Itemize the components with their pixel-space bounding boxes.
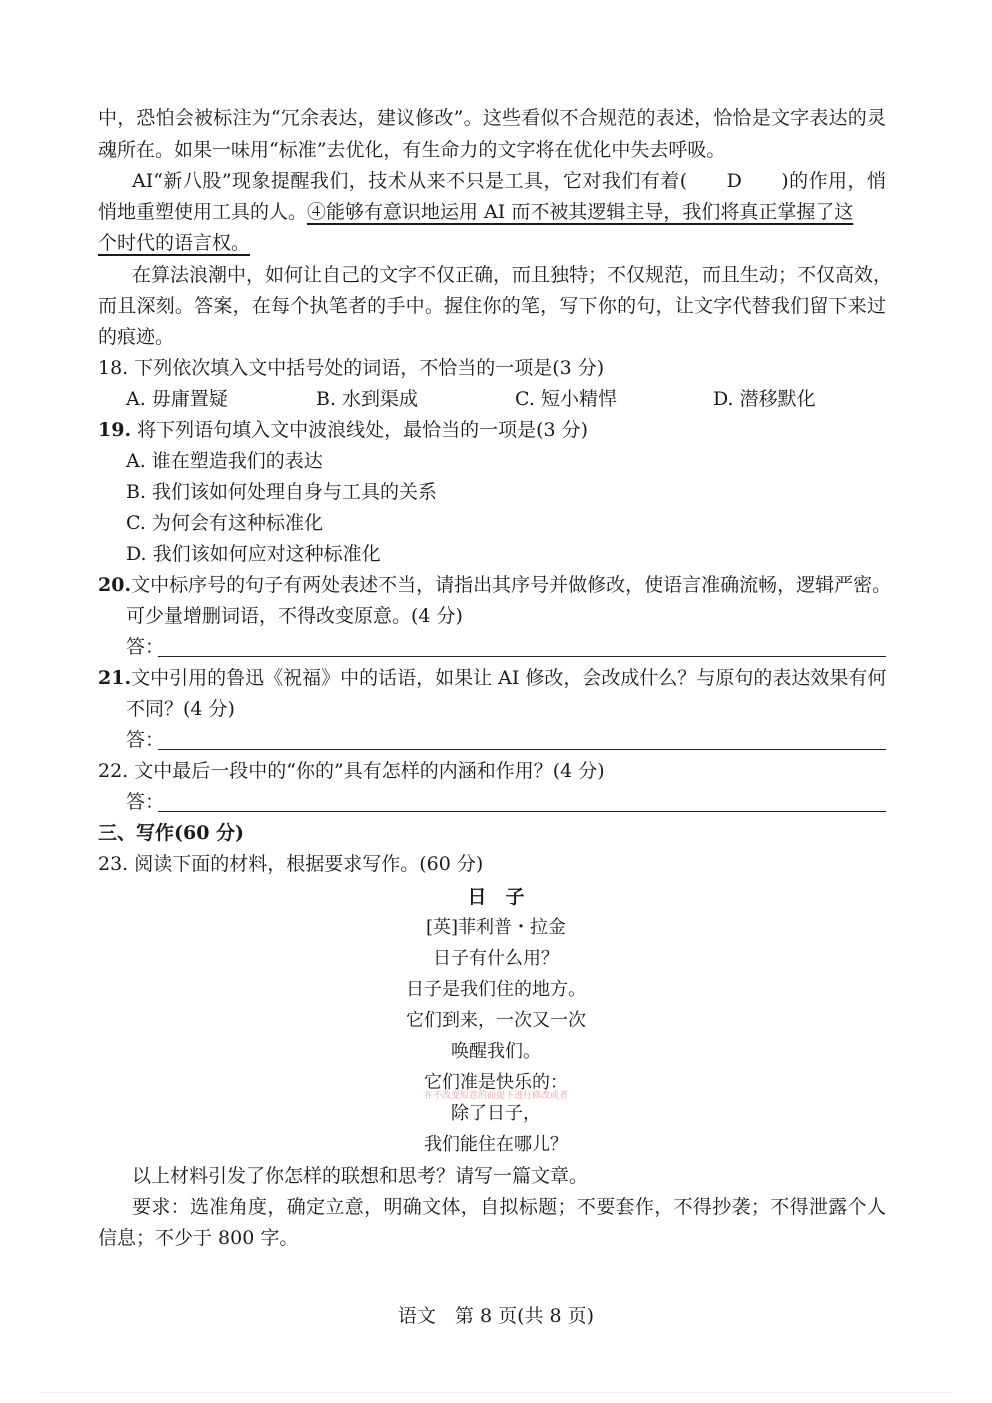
- question-number: 22.: [98, 760, 129, 782]
- passage-text: 悄地重塑使用工具的人。: [98, 201, 308, 223]
- option: C. 短小精悍: [515, 388, 617, 410]
- passage-line: 的痕迹。: [98, 326, 175, 348]
- underlined-sentence-4: ④能够有意识地运用 AI 而不被其逻辑主导，我们将真正掌握了这: [307, 201, 854, 223]
- section-heading: 三、写作(60 分): [98, 822, 245, 844]
- question-18: [98, 353, 604, 383]
- question-number: 19.: [98, 419, 132, 441]
- poem-line: 除了日子，: [451, 1103, 541, 1124]
- poem-line: 它们准是快乐的：: [424, 1072, 568, 1093]
- passage-line: 而且深刻。答案，在每个执笔者的手中。握住你的笔，写下你的句，让文字代替我们留下来过: [98, 295, 886, 317]
- option: D. 潜移默化: [713, 388, 816, 410]
- question-19: [98, 415, 588, 445]
- answer-label: 答：: [126, 636, 165, 658]
- poem-title: 日 子: [467, 886, 525, 908]
- page-footer: 语文 第 8 页(共 8 页): [397, 1305, 595, 1327]
- option: D. 我们该如何应对这种标准化: [126, 543, 381, 565]
- question-stem: 文中标序号的句子有两处表述不当，请指出其序号并做修改，使语言准确流畅，逻辑严密。: [131, 574, 892, 596]
- option: C. 为何会有这种标准化: [126, 512, 323, 534]
- option: A. 谁在塑造我们的表达: [126, 450, 323, 472]
- question-20: [98, 570, 892, 600]
- answer-field-20[interactable]: [158, 656, 886, 657]
- poem-line: 唤醒我们。: [451, 1041, 541, 1062]
- question-23: [98, 849, 483, 879]
- question-21: [98, 663, 888, 693]
- answer-field-21[interactable]: [158, 749, 886, 750]
- question-stem: 将下列语句填入文中波浪线处，最恰当的一项是(3 分): [137, 419, 589, 441]
- question-stem-cont: 不同？(4 分): [126, 698, 235, 720]
- poem-line: 日子有什么用？: [433, 948, 559, 969]
- question-stem: 文中最后一段中的“你的”具有怎样的内涵和作用？(4 分): [134, 760, 605, 782]
- option: A. 毋庸置疑: [126, 388, 228, 410]
- poem-line: 日子是我们住的地方。: [406, 979, 586, 1000]
- question-stem: 下列依次填入文中括号处的词语，不恰当的一项是(3 分): [134, 357, 605, 379]
- question-22: [98, 756, 605, 786]
- passage-line: 中，恐怕会被标注为“冗余表达，建议修改”。这些看似不合规范的表述，恰恰是文字表达的灵: [98, 107, 886, 129]
- question-stem: 文中引用的鲁迅《祝福》中的话语，如果让 AI 修改，会改成什么？与原句的表达效果有何: [131, 667, 887, 689]
- passage-line: 魂所在。如果一味用“标准”去优化，有生命力的文字将在优化中失去呼吸。: [98, 139, 726, 161]
- page-bottom-divider: [40, 1392, 952, 1393]
- passage-line: 在算法浪潮中，如何让自己的文字不仅正确，而且独特；不仅规范，而且生动；不仅高效，: [132, 264, 893, 286]
- option: B. 我们该如何处理自身与工具的关系: [126, 481, 438, 503]
- poem-author: [英]菲利普・拉金: [425, 917, 567, 938]
- underlined-sentence-4-end: 个时代的语言权。: [98, 232, 251, 254]
- poem-line: 它们到来，一次又一次: [406, 1010, 586, 1031]
- question-stem: 阅读下面的材料，根据要求写作。(60 分): [134, 853, 484, 875]
- answer-label: 答：: [126, 791, 165, 813]
- question-number: 23.: [98, 853, 129, 875]
- watermark: 在不改变原意的前提下进行修改或者: [424, 1091, 569, 1101]
- answer-label: 答：: [126, 729, 165, 751]
- option: B. 水到渠成: [316, 388, 419, 410]
- passage-line: AI“新八股”现象提醒我们，技术从来不只是工具，它对我们有着( D )的作用，悄: [132, 170, 886, 192]
- poem-line: 我们能住在哪儿？: [424, 1134, 568, 1155]
- question-number: 18.: [98, 357, 129, 379]
- writing-requirements: 要求：选准角度，确定立意，明确文体，自拟标题；不要套作，不得抄袭；不得泄露个人: [132, 1196, 886, 1218]
- answer-field-22[interactable]: [158, 811, 886, 812]
- question-stem-cont: 可少量增删词语，不得改变原意。(4 分): [126, 605, 463, 627]
- question-number: 20.: [98, 574, 132, 596]
- writing-requirements-cont: 信息；不少于 800 字。: [98, 1227, 299, 1249]
- writing-prompt: 以上材料引发了你怎样的联想和思考？请写一篇文章。: [132, 1165, 589, 1187]
- passage-line: [98, 197, 888, 227]
- question-number: 21.: [98, 667, 132, 689]
